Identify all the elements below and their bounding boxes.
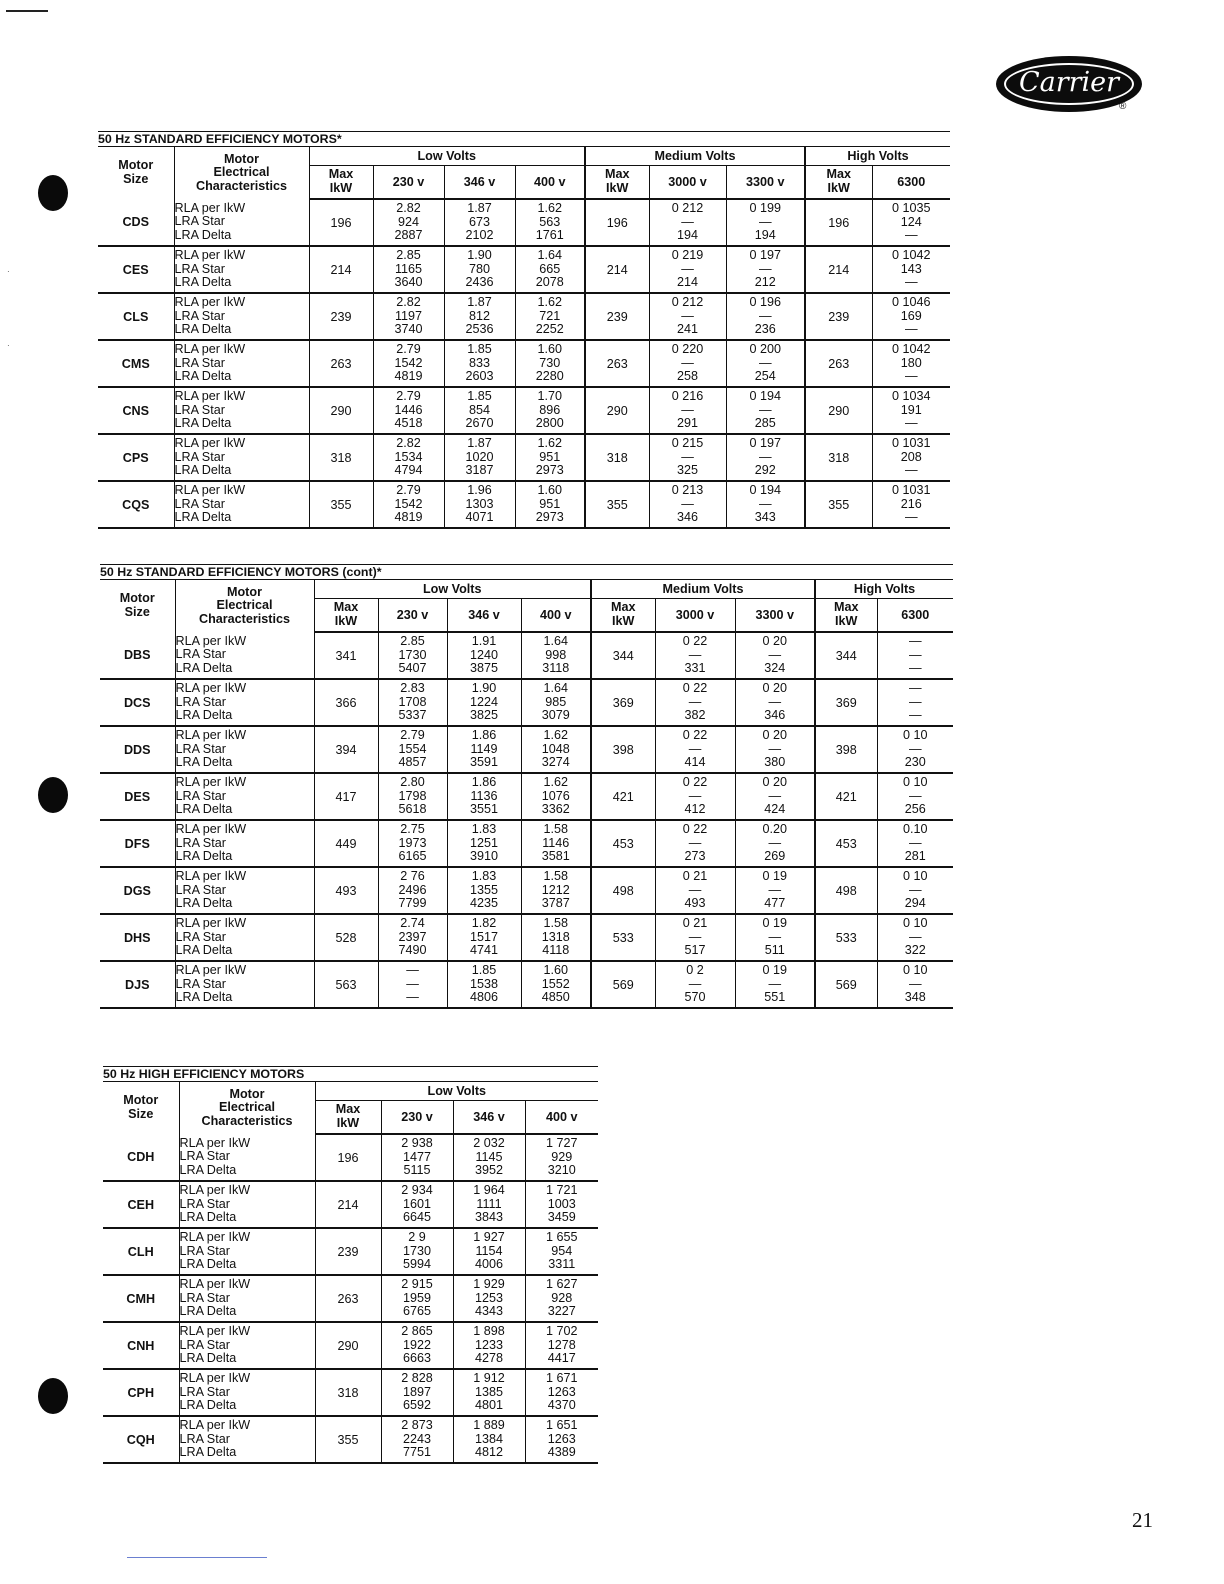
electrical-characteristics-header: Motor Electrical Characteristics (174, 147, 309, 200)
medium-max-cell: 355 (585, 481, 649, 528)
v346-cell: 1.90 1224 3825 (447, 679, 521, 726)
table-row (98, 340, 950, 387)
motor-size-cell: CPS (98, 434, 174, 481)
v6300-header: 6300 (877, 599, 953, 633)
characteristics-cell: RLA per IkW LRA Star LRA Delta (175, 820, 314, 867)
v230-cell: 2.75 1973 6165 (378, 820, 447, 867)
v6300-header: 6300 (872, 166, 950, 200)
medium-max-header: Max IkW (591, 599, 655, 633)
medium-max-cell: 239 (585, 293, 649, 340)
v230-cell: 2 938 1477 5115 (381, 1134, 453, 1181)
characteristics-cell: RLA per IkW LRA Star LRA Delta (175, 679, 314, 726)
v400-cell: 1 651 1263 4389 (525, 1416, 598, 1463)
v6300-cell: — — — (877, 679, 953, 726)
table-row (98, 481, 950, 528)
table-row (98, 199, 950, 246)
scan-speck: · (7, 267, 10, 276)
v230-cell: 2 865 1922 6663 (381, 1322, 453, 1369)
characteristics-cell: RLA per IkW LRA Star LRA Delta (174, 387, 309, 434)
low-max-cell: 355 (315, 1416, 381, 1463)
v400-cell: 1.70 896 2800 (515, 387, 585, 434)
medium-max-cell: 214 (585, 246, 649, 293)
v3300-cell: 0 194 — 285 (726, 387, 805, 434)
v230-cell: 2.79 1446 4518 (373, 387, 444, 434)
v346-header: 346 v (444, 166, 515, 200)
low-max-cell: 318 (309, 434, 373, 481)
table-row (100, 961, 953, 1008)
table-title: 50 Hz STANDARD EFFICIENCY MOTORS* (98, 132, 950, 147)
v400-cell: 1 671 1263 4370 (525, 1369, 598, 1416)
electrical-characteristics-header: Motor Electrical Characteristics (179, 1082, 315, 1135)
v6300-cell: 0 1031 216 — (872, 481, 950, 528)
motor-size-cell: CMS (98, 340, 174, 387)
v346-cell: 1.86 1136 3551 (447, 773, 521, 820)
v346-cell: 1.96 1303 4071 (444, 481, 515, 528)
low-max-cell: 394 (314, 726, 378, 773)
motor-size-cell: CQH (103, 1416, 179, 1463)
high-volts-header: High Volts (805, 147, 950, 166)
table-row (100, 726, 953, 773)
high-max-cell: 318 (805, 434, 872, 481)
standard-efficiency-table (98, 131, 950, 529)
low-max-cell: 290 (315, 1322, 381, 1369)
v3000-cell: 0 21 — 493 (655, 867, 735, 914)
high-max-header: Max IkW (805, 166, 872, 200)
v400-cell: 1.60 1552 4850 (521, 961, 591, 1008)
characteristics-cell: RLA per IkW LRA Star LRA Delta (179, 1322, 315, 1369)
motor-size-cell: DES (100, 773, 175, 820)
v3300-header: 3300 v (735, 599, 815, 633)
table-row (100, 867, 953, 914)
low-max-cell: 366 (314, 679, 378, 726)
medium-max-cell: 569 (591, 961, 655, 1008)
characteristics-cell: RLA per IkW LRA Star LRA Delta (179, 1228, 315, 1275)
v346-cell: 1.83 1251 3910 (447, 820, 521, 867)
high-efficiency-table (103, 1066, 598, 1464)
v3000-cell: 0 212 — 194 (649, 199, 726, 246)
characteristics-cell: RLA per IkW LRA Star LRA Delta (179, 1369, 315, 1416)
v230-cell: 2.74 2397 7490 (378, 914, 447, 961)
v6300-cell: 0 10 — 348 (877, 961, 953, 1008)
binder-hole-icon (38, 1378, 68, 1414)
high-max-cell: 569 (815, 961, 877, 1008)
v3300-cell: 0 197 — 292 (726, 434, 805, 481)
low-volts-header: Low Volts (314, 580, 591, 599)
medium-max-cell: 263 (585, 340, 649, 387)
v400-header: 400 v (521, 599, 591, 633)
v3300-cell: 0 194 — 343 (726, 481, 805, 528)
v3300-cell: 0 20 — 346 (735, 679, 815, 726)
v400-cell: 1.62 721 2252 (515, 293, 585, 340)
v400-cell: 1 627 928 3227 (525, 1275, 598, 1322)
characteristics-cell: RLA per IkW LRA Star LRA Delta (174, 199, 309, 246)
v400-cell: 1.58 1146 3581 (521, 820, 591, 867)
high-max-cell: 344 (815, 632, 877, 679)
v346-cell: 1 898 1233 4278 (453, 1322, 525, 1369)
low-max-cell: 263 (315, 1275, 381, 1322)
standard-efficiency-cont-table (100, 564, 953, 1009)
low-max-cell: 214 (315, 1181, 381, 1228)
v346-cell: 1.83 1355 4235 (447, 867, 521, 914)
v3000-header: 3000 v (655, 599, 735, 633)
v346-cell: 1.90 780 2436 (444, 246, 515, 293)
motor-size-cell: CDS (98, 199, 174, 246)
electrical-characteristics-header: Motor Electrical Characteristics (175, 580, 314, 633)
high-max-cell: 214 (805, 246, 872, 293)
v3000-cell: 0 22 — 331 (655, 632, 735, 679)
medium-volts-header: Medium Volts (591, 580, 815, 599)
low-max-header: Max IkW (314, 599, 378, 633)
motor-size-cell: CNS (98, 387, 174, 434)
characteristics-cell: RLA per IkW LRA Star LRA Delta (179, 1181, 315, 1228)
motor-size-cell: CMH (103, 1275, 179, 1322)
v230-header: 230 v (378, 599, 447, 633)
v346-cell: 1.85 833 2603 (444, 340, 515, 387)
v230-cell: 2 934 1601 6645 (381, 1181, 453, 1228)
low-max-header: Max IkW (315, 1101, 381, 1135)
v3300-cell: 0 196 — 236 (726, 293, 805, 340)
v3300-header: 3300 v (726, 166, 805, 200)
motor-size-cell: CQS (98, 481, 174, 528)
v230-cell: 2.80 1798 5618 (378, 773, 447, 820)
v346-cell: 1 912 1385 4801 (453, 1369, 525, 1416)
table-row (100, 914, 953, 961)
table-title: 50 Hz HIGH EFFICIENCY MOTORS (103, 1067, 598, 1082)
registered-mark: ® (1119, 101, 1127, 112)
characteristics-cell: RLA per IkW LRA Star LRA Delta (174, 434, 309, 481)
characteristics-cell: RLA per IkW LRA Star LRA Delta (174, 481, 309, 528)
v3300-cell: 0.20 — 269 (735, 820, 815, 867)
medium-max-cell: 398 (591, 726, 655, 773)
scan-speck: · (7, 341, 10, 350)
low-max-cell: 239 (309, 293, 373, 340)
v400-cell: 1.60 951 2973 (515, 481, 585, 528)
v346-cell: 1 927 1154 4006 (453, 1228, 525, 1275)
v230-cell: 2.85 1730 5407 (378, 632, 447, 679)
medium-max-header: Max IkW (585, 166, 649, 200)
table-row (100, 820, 953, 867)
low-volts-header: Low Volts (315, 1082, 598, 1101)
v346-cell: 1.86 1149 3591 (447, 726, 521, 773)
v346-cell: 1.87 673 2102 (444, 199, 515, 246)
v3000-cell: 0 215 — 325 (649, 434, 726, 481)
v346-header: 346 v (447, 599, 521, 633)
v230-cell: 2.79 1554 4857 (378, 726, 447, 773)
table-row (103, 1228, 598, 1275)
low-max-cell: 196 (309, 199, 373, 246)
v400-cell: 1.62 1048 3274 (521, 726, 591, 773)
medium-max-cell: 453 (591, 820, 655, 867)
v230-cell: 2 9 1730 5994 (381, 1228, 453, 1275)
table-row (100, 679, 953, 726)
v3000-cell: 0 22 — 414 (655, 726, 735, 773)
v3000-cell: 0 219 — 214 (649, 246, 726, 293)
v230-cell: 2 76 2496 7799 (378, 867, 447, 914)
v400-cell: 1.64 665 2078 (515, 246, 585, 293)
characteristics-cell: RLA per IkW LRA Star LRA Delta (175, 961, 314, 1008)
low-max-cell: 239 (315, 1228, 381, 1275)
v3300-cell: 0 19 — 511 (735, 914, 815, 961)
v3000-cell: 0 220 — 258 (649, 340, 726, 387)
low-max-cell: 528 (314, 914, 378, 961)
motor-size-cell: DCS (100, 679, 175, 726)
high-max-cell: 196 (805, 199, 872, 246)
low-max-cell: 417 (314, 773, 378, 820)
high-max-cell: 498 (815, 867, 877, 914)
v230-cell: 2.82 1197 3740 (373, 293, 444, 340)
low-max-cell: 493 (314, 867, 378, 914)
table-row (103, 1322, 598, 1369)
v346-cell: 2 032 1145 3952 (453, 1134, 525, 1181)
v3000-cell: 0 216 — 291 (649, 387, 726, 434)
low-max-cell: 341 (314, 632, 378, 679)
v230-cell: 2.83 1708 5337 (378, 679, 447, 726)
v3000-cell: 0 213 — 346 (649, 481, 726, 528)
v6300-cell: 0 1034 191 — (872, 387, 950, 434)
low-max-cell: 318 (315, 1369, 381, 1416)
motor-size-cell: DBS (100, 632, 175, 679)
v400-header: 400 v (515, 166, 585, 200)
v346-cell: 1.85 854 2670 (444, 387, 515, 434)
v400-cell: 1.64 998 3118 (521, 632, 591, 679)
v346-cell: 1 889 1384 4812 (453, 1416, 525, 1463)
table-row (98, 434, 950, 481)
characteristics-cell: RLA per IkW LRA Star LRA Delta (174, 246, 309, 293)
table-title: 50 Hz STANDARD EFFICIENCY MOTORS (cont)* (100, 565, 953, 580)
v6300-cell: 0 10 — 294 (877, 867, 953, 914)
low-max-header: Max IkW (309, 166, 373, 200)
v6300-cell: 0 10 — 256 (877, 773, 953, 820)
low-max-cell: 355 (309, 481, 373, 528)
v3000-cell: 0 22 — 273 (655, 820, 735, 867)
motor-size-cell: CDH (103, 1134, 179, 1181)
v230-cell: 2.79 1542 4819 (373, 481, 444, 528)
characteristics-cell: RLA per IkW LRA Star LRA Delta (175, 726, 314, 773)
characteristics-cell: RLA per IkW LRA Star LRA Delta (179, 1275, 315, 1322)
v3000-cell: 0 22 — 412 (655, 773, 735, 820)
corner-rule (6, 10, 48, 12)
table-row (103, 1134, 598, 1181)
motor-size-cell: CLH (103, 1228, 179, 1275)
v6300-cell: 0.10 — 281 (877, 820, 953, 867)
low-max-cell: 214 (309, 246, 373, 293)
medium-max-cell: 369 (591, 679, 655, 726)
motor-size-cell: CES (98, 246, 174, 293)
v6300-cell: 0 1035 124 — (872, 199, 950, 246)
characteristics-cell: RLA per IkW LRA Star LRA Delta (175, 914, 314, 961)
v230-cell: 2.85 1165 3640 (373, 246, 444, 293)
low-max-cell: 290 (309, 387, 373, 434)
table-row (98, 387, 950, 434)
v6300-cell: 0 1046 169 — (872, 293, 950, 340)
medium-max-cell: 290 (585, 387, 649, 434)
characteristics-cell: RLA per IkW LRA Star LRA Delta (175, 632, 314, 679)
characteristics-cell: RLA per IkW LRA Star LRA Delta (174, 293, 309, 340)
characteristics-cell: RLA per IkW LRA Star LRA Delta (179, 1134, 315, 1181)
v400-header: 400 v (525, 1101, 598, 1135)
v346-cell: 1.91 1240 3875 (447, 632, 521, 679)
v3000-cell: 0 212 — 241 (649, 293, 726, 340)
high-max-cell: 355 (805, 481, 872, 528)
characteristics-cell: RLA per IkW LRA Star LRA Delta (174, 340, 309, 387)
high-max-cell: 453 (815, 820, 877, 867)
characteristics-cell: RLA per IkW LRA Star LRA Delta (175, 867, 314, 914)
v230-cell: 2.82 1534 4794 (373, 434, 444, 481)
low-max-cell: 263 (309, 340, 373, 387)
v6300-cell: 0 1042 180 — (872, 340, 950, 387)
v400-cell: 1.62 951 2973 (515, 434, 585, 481)
table-row (103, 1181, 598, 1228)
v346-cell: 1.85 1538 4806 (447, 961, 521, 1008)
motor-size-cell: DDS (100, 726, 175, 773)
v400-cell: 1.58 1212 3787 (521, 867, 591, 914)
v3000-cell: 0 2 — 570 (655, 961, 735, 1008)
v3000-cell: 0 21 — 517 (655, 914, 735, 961)
v6300-cell: — — — (877, 632, 953, 679)
v346-cell: 1.82 1517 4741 (447, 914, 521, 961)
logo-text: Carrier (1018, 67, 1120, 98)
table-row (100, 632, 953, 679)
motor-size-header: Motor Size (100, 580, 175, 633)
v346-cell: 1 929 1253 4343 (453, 1275, 525, 1322)
v346-cell: 1.87 1020 3187 (444, 434, 515, 481)
medium-max-cell: 498 (591, 867, 655, 914)
v230-cell: — — — (378, 961, 447, 1008)
v230-cell: 2.79 1542 4819 (373, 340, 444, 387)
v3300-cell: 0 19 — 551 (735, 961, 815, 1008)
v230-header: 230 v (373, 166, 444, 200)
table-row (98, 246, 950, 293)
medium-max-cell: 196 (585, 199, 649, 246)
motor-size-cell: DHS (100, 914, 175, 961)
v3300-cell: 0 20 — 324 (735, 632, 815, 679)
high-max-cell: 369 (815, 679, 877, 726)
motor-size-cell: DFS (100, 820, 175, 867)
characteristics-cell: RLA per IkW LRA Star LRA Delta (175, 773, 314, 820)
v6300-cell: 0 10 — 230 (877, 726, 953, 773)
motor-size-cell: CEH (103, 1181, 179, 1228)
low-max-cell: 563 (314, 961, 378, 1008)
high-max-cell: 533 (815, 914, 877, 961)
motor-size-cell: DJS (100, 961, 175, 1008)
high-volts-header: High Volts (815, 580, 953, 599)
v230-header: 230 v (381, 1101, 453, 1135)
page-number: 21 (1132, 1508, 1153, 1532)
high-max-header: Max IkW (815, 599, 877, 633)
medium-max-cell: 344 (591, 632, 655, 679)
v6300-cell: 0 1031 208 — (872, 434, 950, 481)
motor-size-cell: CPH (103, 1369, 179, 1416)
v400-cell: 1.64 985 3079 (521, 679, 591, 726)
v3300-cell: 0 200 — 254 (726, 340, 805, 387)
motor-size-header: Motor Size (98, 147, 174, 200)
high-max-cell: 263 (805, 340, 872, 387)
motor-size-cell: CNH (103, 1322, 179, 1369)
high-max-cell: 421 (815, 773, 877, 820)
medium-max-cell: 421 (591, 773, 655, 820)
high-max-cell: 398 (815, 726, 877, 773)
v400-cell: 1.62 563 1761 (515, 199, 585, 246)
motor-size-header: Motor Size (103, 1082, 179, 1135)
v3300-cell: 0 20 — 380 (735, 726, 815, 773)
v6300-cell: 0 10 — 322 (877, 914, 953, 961)
v346-header: 346 v (453, 1101, 525, 1135)
binder-hole-icon (38, 175, 68, 211)
v3000-cell: 0 22 — 382 (655, 679, 735, 726)
binder-hole-icon (38, 777, 68, 813)
medium-volts-header: Medium Volts (585, 147, 805, 166)
motor-size-cell: CLS (98, 293, 174, 340)
v230-cell: 2 915 1959 6765 (381, 1275, 453, 1322)
v3300-cell: 0 19 — 477 (735, 867, 815, 914)
medium-max-cell: 533 (591, 914, 655, 961)
characteristics-cell: RLA per IkW LRA Star LRA Delta (179, 1416, 315, 1463)
table-row (98, 293, 950, 340)
v3000-header: 3000 v (649, 166, 726, 200)
high-max-cell: 239 (805, 293, 872, 340)
medium-max-cell: 318 (585, 434, 649, 481)
v230-cell: 2 828 1897 6592 (381, 1369, 453, 1416)
low-max-cell: 449 (314, 820, 378, 867)
table-row (103, 1369, 598, 1416)
v400-cell: 1 721 1003 3459 (525, 1181, 598, 1228)
table-row (103, 1275, 598, 1322)
v400-cell: 1 655 954 3311 (525, 1228, 598, 1275)
v3300-cell: 0 197 — 212 (726, 246, 805, 293)
table-row (100, 773, 953, 820)
v230-cell: 2.82 924 2887 (373, 199, 444, 246)
motor-size-cell: DGS (100, 867, 175, 914)
v346-cell: 1 964 1111 3843 (453, 1181, 525, 1228)
v346-cell: 1.87 812 2536 (444, 293, 515, 340)
footer-rule (127, 1557, 267, 1558)
low-volts-header: Low Volts (309, 147, 585, 166)
high-max-cell: 290 (805, 387, 872, 434)
table-row (103, 1416, 598, 1463)
low-max-cell: 196 (315, 1134, 381, 1181)
v3300-cell: 0 20 — 424 (735, 773, 815, 820)
v230-cell: 2 873 2243 7751 (381, 1416, 453, 1463)
v6300-cell: 0 1042 143 — (872, 246, 950, 293)
v400-cell: 1.60 730 2280 (515, 340, 585, 387)
v400-cell: 1.62 1076 3362 (521, 773, 591, 820)
v400-cell: 1 702 1278 4417 (525, 1322, 598, 1369)
v400-cell: 1 727 929 3210 (525, 1134, 598, 1181)
v3300-cell: 0 199 — 194 (726, 199, 805, 246)
v400-cell: 1.58 1318 4118 (521, 914, 591, 961)
